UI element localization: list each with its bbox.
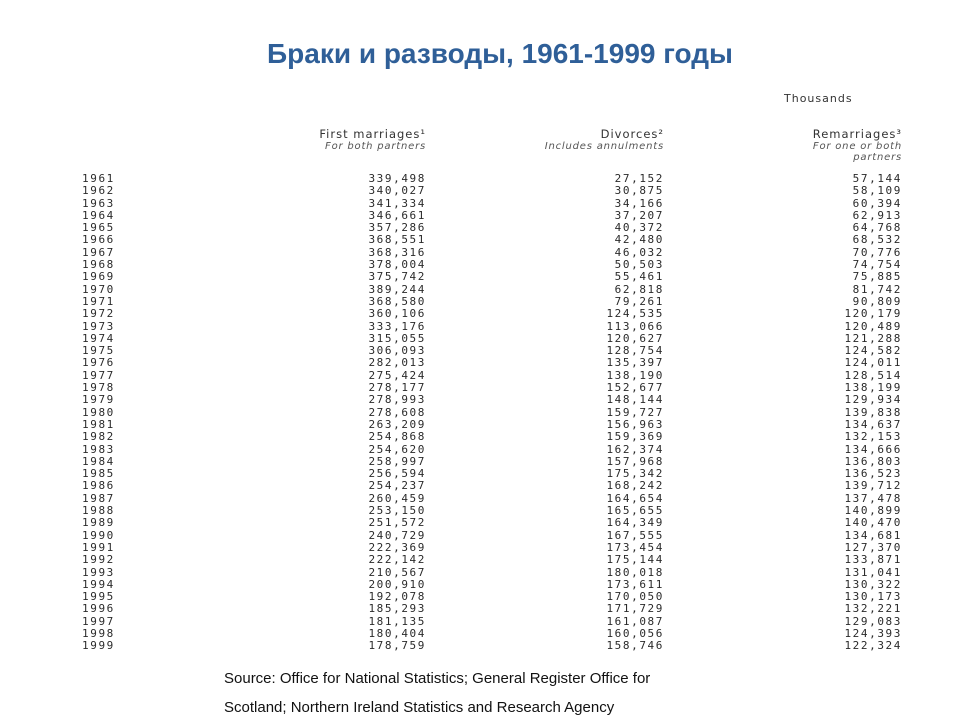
first-marriages-cell: 357,286	[368, 221, 426, 235]
table-row	[82, 308, 902, 320]
table-row	[82, 234, 902, 246]
table-row	[82, 616, 902, 628]
table-row	[82, 333, 902, 345]
divorces-cell: 170,050	[606, 590, 664, 604]
divorces-cell: 138,190	[606, 368, 664, 382]
remarriages-cell: 74,754	[852, 258, 902, 272]
year-cell: 1967	[82, 245, 115, 259]
divorces-cell: 175,342	[606, 467, 664, 481]
first-marriages-cell: 333,176	[368, 319, 426, 333]
remarriages-cell: 130,173	[844, 590, 902, 604]
remarriages-cell: 68,532	[852, 233, 902, 247]
source-line-2: Scotland; Northern Ireland Statistics and Research Agency	[224, 699, 615, 716]
first-marriages-cell: 278,177	[368, 381, 426, 395]
divorces-cell: 164,349	[606, 516, 664, 530]
remarriages-cell: 124,393	[844, 626, 902, 640]
year-cell: 1973	[82, 319, 115, 333]
year-cell: 1993	[82, 565, 115, 579]
data-table	[82, 173, 902, 653]
remarriages-cell: 140,470	[844, 516, 902, 530]
column-header-divorces	[450, 128, 664, 152]
remarriages-cell: 64,768	[852, 221, 902, 235]
first-marriages-cell: 180,404	[368, 626, 426, 640]
remarriages-cell: 70,776	[852, 245, 902, 259]
divorces-cell: 148,144	[606, 393, 664, 407]
column-header-label: Remarriages³	[812, 127, 902, 141]
remarriages-cell: 62,913	[852, 208, 902, 222]
year-cell: 1983	[82, 442, 115, 456]
table-row	[82, 321, 902, 333]
year-cell: 1974	[82, 331, 115, 345]
first-marriages-cell: 340,027	[368, 184, 426, 198]
first-marriages-cell: 368,551	[368, 233, 426, 247]
column-header-label: First marriages¹	[319, 127, 426, 141]
first-marriages-cell: 346,661	[368, 208, 426, 222]
table-row	[82, 247, 902, 259]
column-header-label: Divorces²	[600, 127, 664, 141]
first-marriages-cell: 258,997	[368, 454, 426, 468]
year-cell: 1995	[82, 590, 115, 604]
remarriages-cell: 134,666	[844, 442, 902, 456]
year-cell: 1987	[82, 491, 115, 505]
table-row	[82, 296, 902, 308]
year-cell: 1992	[82, 553, 115, 567]
divorces-cell: 62,818	[614, 282, 664, 296]
year-cell: 1998	[82, 626, 115, 640]
remarriages-cell: 124,011	[844, 356, 902, 370]
table-row	[82, 271, 902, 283]
year-cell: 1985	[82, 467, 115, 481]
divorces-cell: 175,144	[606, 553, 664, 567]
divorces-cell: 128,754	[606, 344, 664, 358]
year-cell: 1979	[82, 393, 115, 407]
remarriages-cell: 132,153	[844, 430, 902, 444]
first-marriages-cell: 368,316	[368, 245, 426, 259]
remarriages-cell: 90,809	[852, 294, 902, 308]
year-cell: 1963	[82, 196, 115, 210]
column-header-remarriages	[720, 128, 902, 163]
table-row	[82, 259, 902, 271]
remarriages-cell: 139,712	[844, 479, 902, 493]
year-cell: 1961	[82, 172, 115, 185]
year-cell: 1999	[82, 639, 115, 653]
first-marriages-cell: 378,004	[368, 258, 426, 272]
table-row	[82, 591, 902, 603]
table-row	[82, 357, 902, 369]
remarriages-cell: 121,288	[844, 331, 902, 345]
divorces-cell: 50,503	[614, 258, 664, 272]
divorces-cell: 171,729	[606, 602, 664, 616]
remarriages-cell: 57,144	[852, 172, 902, 185]
table-row	[82, 542, 902, 554]
table-row	[82, 173, 902, 185]
first-marriages-cell: 260,459	[368, 491, 426, 505]
divorces-cell: 168,242	[606, 479, 664, 493]
remarriages-cell: 136,803	[844, 454, 902, 468]
first-marriages-cell: 256,594	[368, 467, 426, 481]
remarriages-cell: 129,934	[844, 393, 902, 407]
first-marriages-cell: 278,993	[368, 393, 426, 407]
year-cell: 1986	[82, 479, 115, 493]
divorces-cell: 159,369	[606, 430, 664, 444]
year-cell: 1970	[82, 282, 115, 296]
divorces-cell: 157,968	[606, 454, 664, 468]
divorces-cell: 164,654	[606, 491, 664, 505]
divorces-cell: 55,461	[614, 270, 664, 284]
divorces-cell: 156,963	[606, 417, 664, 431]
remarriages-cell: 120,489	[844, 319, 902, 333]
first-marriages-cell: 254,620	[368, 442, 426, 456]
first-marriages-cell: 254,237	[368, 479, 426, 493]
divorces-cell: 152,677	[606, 381, 664, 395]
table-row	[82, 222, 902, 234]
first-marriages-cell: 263,209	[368, 417, 426, 431]
divorces-cell: 162,374	[606, 442, 664, 456]
first-marriages-cell: 200,910	[368, 577, 426, 591]
first-marriages-cell: 240,729	[368, 528, 426, 542]
first-marriages-cell: 275,424	[368, 368, 426, 382]
table-row	[82, 456, 902, 468]
divorces-cell: 37,207	[614, 208, 664, 222]
year-cell: 1981	[82, 417, 115, 431]
first-marriages-cell: 339,498	[368, 172, 426, 185]
first-marriages-cell: 178,759	[368, 639, 426, 653]
divorces-cell: 40,372	[614, 221, 664, 235]
first-marriages-cell: 282,013	[368, 356, 426, 370]
divorces-cell: 173,611	[606, 577, 664, 591]
divorces-cell: 124,535	[606, 307, 664, 321]
table-row	[82, 603, 902, 615]
table-row	[82, 640, 902, 652]
remarriages-cell: 131,041	[844, 565, 902, 579]
year-cell: 1969	[82, 270, 115, 284]
table-row	[82, 198, 902, 210]
first-marriages-cell: 185,293	[368, 602, 426, 616]
divorces-cell: 113,066	[606, 319, 664, 333]
year-cell: 1997	[82, 614, 115, 628]
divorces-cell: 34,166	[614, 196, 664, 210]
table-row	[82, 628, 902, 640]
divorces-cell: 180,018	[606, 565, 664, 579]
year-cell: 1982	[82, 430, 115, 444]
source-note	[224, 664, 744, 722]
table-row	[82, 419, 902, 431]
first-marriages-cell: 251,572	[368, 516, 426, 530]
column-header-note-continued: partners	[853, 152, 902, 163]
table-row	[82, 530, 902, 542]
table-row	[82, 579, 902, 591]
table-row	[82, 493, 902, 505]
year-cell: 1990	[82, 528, 115, 542]
remarriages-cell: 137,478	[844, 491, 902, 505]
first-marriages-cell: 254,868	[368, 430, 426, 444]
year-cell: 1965	[82, 221, 115, 235]
remarriages-cell: 128,514	[844, 368, 902, 382]
remarriages-cell: 124,582	[844, 344, 902, 358]
table-row	[82, 185, 902, 197]
first-marriages-cell: 181,135	[368, 614, 426, 628]
divorces-cell: 27,152	[614, 172, 664, 185]
first-marriages-cell: 360,106	[368, 307, 426, 321]
table-row	[82, 554, 902, 566]
first-marriages-cell: 315,055	[368, 331, 426, 345]
remarriages-cell: 134,637	[844, 417, 902, 431]
table-row	[82, 444, 902, 456]
remarriages-cell: 138,199	[844, 381, 902, 395]
remarriages-cell: 139,838	[844, 405, 902, 419]
first-marriages-cell: 278,608	[368, 405, 426, 419]
table-row	[82, 505, 902, 517]
column-header-note: For both partners	[325, 141, 426, 152]
year-cell: 1976	[82, 356, 115, 370]
column-header-note: For one or both	[812, 141, 902, 152]
remarriages-cell: 75,885	[852, 270, 902, 284]
table-row	[82, 370, 902, 382]
first-marriages-cell: 210,567	[368, 565, 426, 579]
remarriages-cell: 60,394	[852, 196, 902, 210]
first-marriages-cell: 222,369	[368, 540, 426, 554]
remarriages-cell: 129,083	[844, 614, 902, 628]
year-cell: 1996	[82, 602, 115, 616]
year-cell: 1989	[82, 516, 115, 530]
year-cell: 1962	[82, 184, 115, 198]
first-marriages-cell: 341,334	[368, 196, 426, 210]
divorces-cell: 46,032	[614, 245, 664, 259]
first-marriages-cell: 368,580	[368, 294, 426, 308]
divorces-cell: 79,261	[614, 294, 664, 308]
table-row	[82, 284, 902, 296]
first-marriages-cell: 253,150	[368, 504, 426, 518]
divorces-cell: 135,397	[606, 356, 664, 370]
first-marriages-cell: 192,078	[368, 590, 426, 604]
table-row	[82, 431, 902, 443]
divorces-cell: 161,087	[606, 614, 664, 628]
year-cell: 1968	[82, 258, 115, 272]
year-cell: 1977	[82, 368, 115, 382]
slide-title: Браки и разводы, 1961-1999 годы	[267, 38, 733, 69]
divorces-cell: 165,655	[606, 504, 664, 518]
table-row	[82, 480, 902, 492]
remarriages-cell: 136,523	[844, 467, 902, 481]
first-marriages-cell: 222,142	[368, 553, 426, 567]
year-cell: 1994	[82, 577, 115, 591]
units-label: Thousands	[784, 92, 853, 105]
year-cell: 1984	[82, 454, 115, 468]
divorces-cell: 42,480	[614, 233, 664, 247]
year-cell: 1988	[82, 504, 115, 518]
remarriages-cell: 81,742	[852, 282, 902, 296]
table-row	[82, 517, 902, 529]
table-row	[82, 382, 902, 394]
remarriages-cell: 132,221	[844, 602, 902, 616]
remarriages-cell: 120,179	[844, 307, 902, 321]
remarriages-cell: 127,370	[844, 540, 902, 554]
first-marriages-cell: 306,093	[368, 344, 426, 358]
year-cell: 1980	[82, 405, 115, 419]
year-cell: 1991	[82, 540, 115, 554]
year-cell: 1971	[82, 294, 115, 308]
remarriages-cell: 58,109	[852, 184, 902, 198]
divorces-cell: 159,727	[606, 405, 664, 419]
year-cell: 1966	[82, 233, 115, 247]
year-cell: 1975	[82, 344, 115, 358]
table-row	[82, 345, 902, 357]
table-row	[82, 567, 902, 579]
remarriages-cell: 130,322	[844, 577, 902, 591]
remarriages-cell: 140,899	[844, 504, 902, 518]
remarriages-cell: 134,681	[844, 528, 902, 542]
divorces-cell: 30,875	[614, 184, 664, 198]
table-row	[82, 407, 902, 419]
divorces-cell: 158,746	[606, 639, 664, 653]
column-header-first-marriages	[230, 128, 426, 152]
year-cell: 1978	[82, 381, 115, 395]
table-row	[82, 210, 902, 222]
first-marriages-cell: 389,244	[368, 282, 426, 296]
divorces-cell: 160,056	[606, 626, 664, 640]
source-line-1: Source: Office for National Statistics; General Register Office for	[224, 670, 651, 687]
column-header-note: Includes annulments	[544, 141, 664, 152]
table-row	[82, 394, 902, 406]
divorces-cell: 173,454	[606, 540, 664, 554]
year-cell: 1964	[82, 208, 115, 222]
remarriages-cell: 122,324	[844, 639, 902, 653]
divorces-cell: 167,555	[606, 528, 664, 542]
table-row	[82, 468, 902, 480]
year-cell: 1972	[82, 307, 115, 321]
divorces-cell: 120,627	[606, 331, 664, 345]
remarriages-cell: 133,871	[844, 553, 902, 567]
first-marriages-cell: 375,742	[368, 270, 426, 284]
